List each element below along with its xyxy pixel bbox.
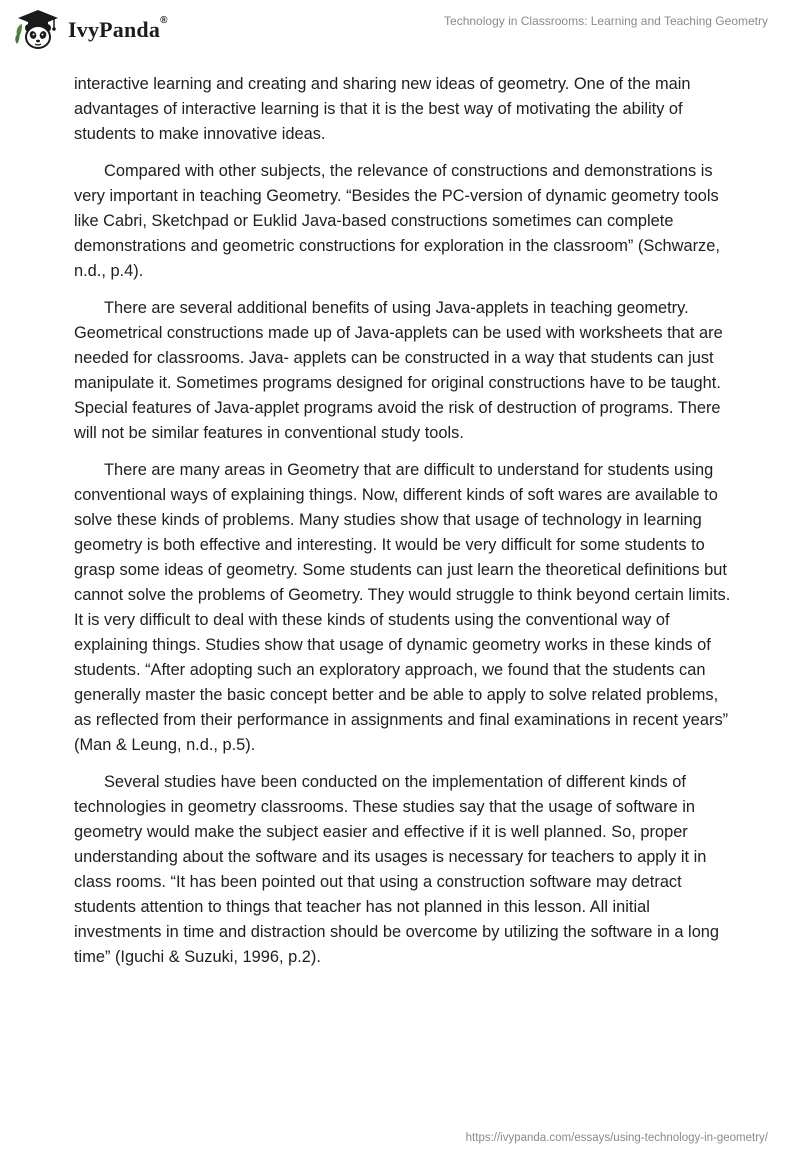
paragraph: Compared with other subjects, the relevance of constructions and demonstrations is very important in teaching Geometry. “Besides the PC-version of dynamic geometry tools like Cabri, Sketchpad or Euklid Java-based constructions sometimes can complete demonstrations and geometric constructions for exploration in the classroom” (Schwarze, n.d., p.4). (74, 162, 720, 280)
document-title: Technology in Classrooms: Learning and Teaching Geometry (444, 14, 768, 28)
essay-body (74, 72, 734, 982)
brand-name: IvyPanda® (68, 15, 168, 42)
paragraph: There are several additional benefits of using Java-applets in teaching geometry. Geometrical constructions made up of Java-applets can be used with worksheets that are needed for classrooms. Java- applets can be constructed in a way that students can just manipulate it. Sometimes programs designed for original constructions have to be taught. Special features of Java-applet programs avoid the risk of destruction of programs. There will not be similar features in conventional study tools. (74, 299, 723, 442)
trademark-symbol: ® (160, 15, 168, 26)
paragraph: interactive learning and creating and sharing new ideas of geometry. One of the main advantages of interactive learning is that it is the best way of motivating the ability of students to make innovative ideas. (74, 75, 691, 143)
paragraph: There are many areas in Geometry that are difficult to understand for students using conventional ways of explaining things. Now, different kinds of soft wares are available to solve these kinds of problems. Many studies show that usage of technology in learning geometry is both effective and interesting. It would be very difficult for some students to grasp some ideas of geometry. Some students can just learn the theoretical definitions but cannot solve the problems of Geometry. They would struggle to think beyond certain limits. It is very difficult to deal with these kinds of students using the conventional way of explaining things. Studies show that usage of dynamic geometry works in these kinds of students. “After adopting such an exploratory approach, we found that the students can generally master the basic concept better and be able to apply to solve related problems, as reflected from their performance in assignments and final examinations in recent years” (Man & Leung, n.d., p.5). (74, 461, 731, 754)
source-url[interactable]: https://ivypanda.com/essays/using-technology-in-geometry/ (465, 1132, 768, 1144)
ivypanda-logo[interactable] (14, 8, 168, 52)
panda-graduation-cap-icon (14, 8, 62, 52)
paragraph: Several studies have been conducted on the implementation of different kinds of technologies in geometry classrooms. These studies say that the usage of software in geometry would make the subject easier and effective if it is well planned. So, proper understanding about the software and its usages is necessary for teachers to apply it in class rooms. “It has been pointed out that using a construction software may detract students attention to things that teacher has not planned in this lesson. All initial investments in time and distraction should be overcome by utilizing the software in a long time” (Iguchi & Suzuki, 1996, p.2). (74, 773, 720, 966)
page-header (0, 0, 800, 70)
